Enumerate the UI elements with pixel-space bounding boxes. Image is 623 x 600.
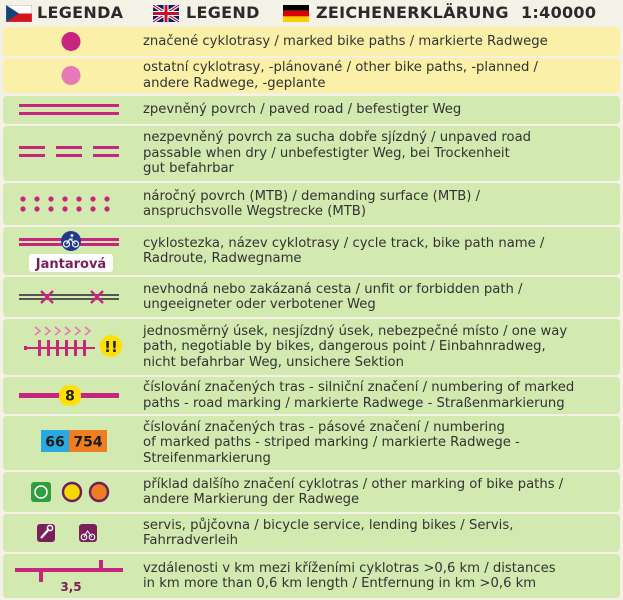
legend-text: značené cyklotrasy / marked bike paths / markierte Radwege <box>143 33 548 49</box>
other-bike-path-symbol <box>3 58 129 93</box>
legend-row <box>3 96 620 124</box>
service-symbol <box>3 514 129 552</box>
legend-row <box>3 227 620 275</box>
uk-flag-icon <box>153 5 179 22</box>
forbidden-path-symbol <box>3 277 129 317</box>
legend-title-cz: LEGENDA <box>37 3 124 22</box>
bike-path-name-sample: Jantarová <box>35 257 107 272</box>
legend-text: zpevněný povrch / paved road / befestigter Weg <box>143 102 462 118</box>
legend-row <box>3 319 620 375</box>
legend-row <box>3 58 620 93</box>
other-marking-symbol <box>3 472 129 512</box>
legend-row <box>3 277 620 317</box>
green-cycle-sign-icon <box>31 482 51 502</box>
marked-path-dot-icon <box>62 32 81 51</box>
legend-text: příklad dalšího značení cyklotras / other marking of bike paths / andere Markierung der Radwege <box>143 476 564 507</box>
czech-flag-icon <box>6 5 32 22</box>
distance-symbol <box>3 554 129 598</box>
legend-text: číslování značených tras - silniční značení / numbering of marked paths - road marking / markierte Radwege - Straßenmarkierung <box>143 380 575 411</box>
legend-row <box>3 554 620 598</box>
legend-text: servis, půjčovna / bicycle service, lending bikes / Servis, Fahrradverleih <box>143 517 514 548</box>
cross-icon <box>41 291 53 303</box>
legend-row <box>3 27 620 56</box>
legend-text: nevhodná nebo zakázaná cesta / unfit or forbidden path / ungeeigneter oder verbotener Weg <box>143 281 523 312</box>
yellow-ring-icon <box>63 483 81 501</box>
cycle-track-symbol <box>3 227 129 275</box>
legend-text: ostatní cyklotrasy, -plánované / other bike paths, -planned / andere Radwege, -geplante <box>143 60 538 91</box>
legend-header <box>0 0 623 28</box>
one-way-dangerous-symbol <box>3 319 129 375</box>
unpaved-road-symbol <box>3 126 129 181</box>
legend-text: náročný povrch (MTB) / demanding surface (MTB) / anspruchsvolle Wegstrecke (MTB) <box>143 188 481 219</box>
danger-mark: !! <box>104 338 118 356</box>
road-marking-number-symbol <box>3 377 129 414</box>
legend-text: jednosměrný úsek, nesjízdný úsek, nebezpečné místo / one way path, negotiable by bikes, dangerous point / Einbahnradweg, nicht befahrbar Weg, unsichere Sektion <box>143 323 568 370</box>
route-number-blue: 66 <box>45 434 65 451</box>
bicycle-icon <box>61 231 81 251</box>
route-number-orange: 754 <box>73 434 103 451</box>
legend-row <box>3 472 620 512</box>
distance-value: 3,5 <box>60 580 82 594</box>
legend-row <box>3 126 620 181</box>
german-flag-icon <box>283 5 309 22</box>
route-number: 8 <box>65 388 75 405</box>
legend-row <box>3 183 620 225</box>
legend-title-en: LEGEND <box>186 3 260 22</box>
other-path-dot-icon <box>62 66 81 85</box>
orange-ring-icon <box>90 483 108 501</box>
cross-icon <box>91 291 103 303</box>
striped-marking-number-symbol <box>3 416 129 470</box>
one-way-arrows-icon <box>35 327 90 335</box>
marked-bike-path-symbol <box>3 27 129 56</box>
legend-text: vzdálenosti v km mezi kříženími cyklotras >0,6 km / distances in km more than 0,6 km length / Entfernung in km >0,6 km <box>143 560 556 591</box>
legend-text: číslování značených tras - pásové značení / numbering of marked paths - striped marking / markierte Radwege - Streifenmarkierung <box>143 419 520 466</box>
demanding-surface-symbol <box>3 183 129 225</box>
legend-text: cyklostezka, název cyklotrasy / cycle track, bike path name / Radroute, Radwegname <box>143 235 545 266</box>
legend-text: nezpevněný povrch za sucha dobře sjízdný / unpaved road passable when dry / unbefestigter Weg, bei Trockenheit gut befahrbar <box>143 130 532 177</box>
paved-road-symbol <box>3 96 129 124</box>
legend-title-de: ZEICHENERKLÄRUNG <box>316 3 509 22</box>
legend-row <box>3 514 620 552</box>
legend-row <box>3 377 620 414</box>
legend-row <box>3 416 620 470</box>
map-scale: 1:40000 <box>521 3 597 22</box>
